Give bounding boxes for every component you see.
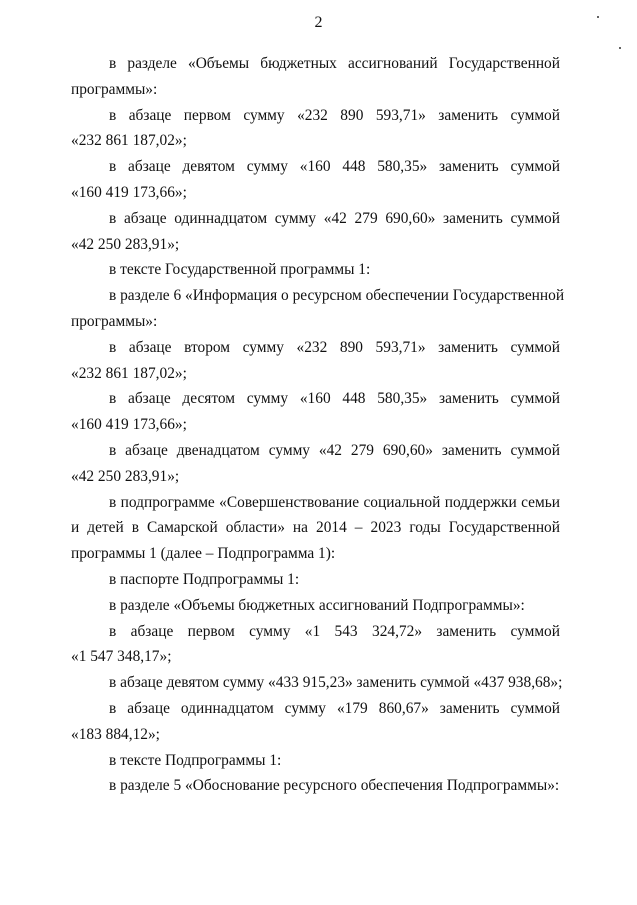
text-line: в абзаце втором сумму «232 890 593,71» заменить суммой xyxy=(109,338,560,356)
scan-speck xyxy=(619,47,621,49)
text-line: «1 547 348,17»; xyxy=(71,648,172,666)
text-line: программы»: xyxy=(71,80,158,98)
text-line: в абзаце одиннадцатом сумму «42 279 690,60» заменить суммой xyxy=(109,209,560,227)
text-line: в паспорте Подпрограммы 1: xyxy=(109,570,300,588)
text-line: программы»: xyxy=(71,312,158,330)
text-line: в абзаце девятом сумму «433 915,23» заменить суммой «437 938,68»; xyxy=(109,674,563,692)
text-line: в разделе 6 «Информация о ресурсном обеспечении Государственной xyxy=(109,287,565,305)
text-line: программы 1 (далее – Подпрограмма 1): xyxy=(71,545,336,563)
text-line: в абзаце девятом сумму «160 448 580,35» заменить суммой xyxy=(109,158,560,176)
text-line: в тексте Государственной программы 1: xyxy=(109,261,371,279)
text-line: «160 419 173,66»; xyxy=(71,183,187,201)
text-line: в абзаце одиннадцатом сумму «179 860,67» заменить суммой xyxy=(109,699,560,717)
text-line: в разделе 5 «Обоснование ресурсного обеспечения Подпрограммы»: xyxy=(109,777,560,795)
text-line: в тексте Подпрограммы 1: xyxy=(109,751,282,769)
text-line: «160 419 173,66»; xyxy=(71,416,187,434)
text-line: и детей в Самарской области» на 2014 – 2023 годы Государственной xyxy=(71,519,560,537)
text-line: «232 861 187,02»; xyxy=(71,364,187,382)
page-number: 2 xyxy=(314,14,323,31)
scan-speck xyxy=(597,16,599,18)
text-line: «42 250 283,91»; xyxy=(71,467,180,485)
text-line: «42 250 283,91»; xyxy=(71,235,180,253)
text-line: «183 884,12»; xyxy=(71,725,160,743)
text-line: в разделе «Объемы бюджетных ассигнований Подпрограммы»: xyxy=(109,596,525,614)
text-line: в разделе «Объемы бюджетных ассигнований Государственной xyxy=(109,55,560,72)
text-line: в абзаце десятом сумму «160 448 580,35» заменить суммой xyxy=(109,390,560,408)
text-line: в абзаце первом сумму «1 543 324,72» заменить суммой xyxy=(109,622,560,640)
text-line: в абзаце первом сумму «232 890 593,71» заменить суммой xyxy=(109,106,560,124)
text-line: в абзаце двенадцатом сумму «42 279 690,60» заменить суммой xyxy=(109,441,560,459)
document-body xyxy=(71,51,565,799)
text-line: «232 861 187,02»; xyxy=(71,132,187,150)
text-line: в подпрограмме «Совершенствование социальной поддержки семьи xyxy=(109,493,560,511)
